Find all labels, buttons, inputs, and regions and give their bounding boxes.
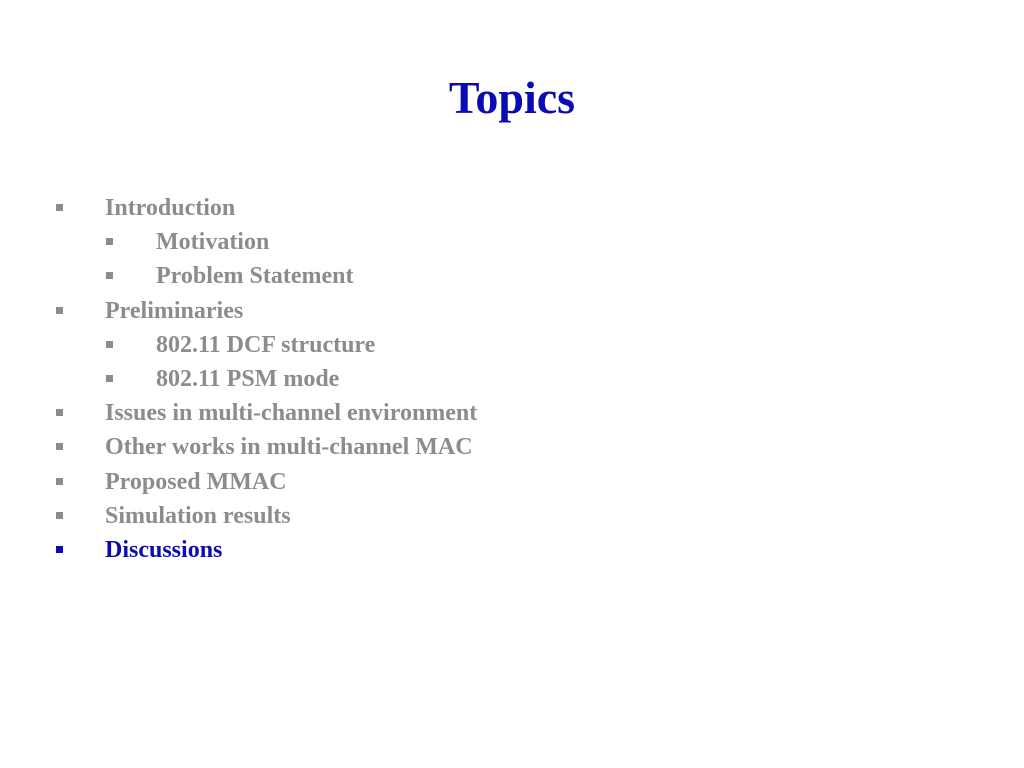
topic-item — [0, 396, 1024, 430]
square-bullet-icon — [106, 341, 113, 348]
topic-label: Issues in multi-channel environment — [105, 400, 478, 427]
topic-item — [0, 430, 1024, 464]
topic-label: Other works in multi-channel MAC — [105, 434, 473, 461]
topic-label: Introduction — [105, 195, 236, 221]
square-bullet-icon — [56, 546, 63, 553]
square-bullet-icon — [56, 512, 63, 519]
topic-item — [0, 191, 1024, 225]
topic-item — [0, 225, 1024, 259]
topic-item — [0, 362, 1024, 396]
topic-item — [0, 465, 1024, 499]
topic-item — [0, 499, 1024, 533]
topic-item — [0, 328, 1024, 362]
topic-label: Discussions — [105, 536, 223, 563]
topic-item — [0, 533, 1024, 567]
topic-label: Preliminaries — [105, 297, 244, 324]
square-bullet-icon — [56, 443, 63, 450]
square-bullet-icon — [56, 204, 63, 211]
square-bullet-icon — [56, 409, 63, 416]
square-bullet-icon — [106, 272, 113, 279]
topic-label: Motivation — [156, 229, 270, 256]
square-bullet-icon — [56, 478, 63, 485]
slide-title: Topics — [448, 72, 576, 123]
topic-item — [0, 294, 1024, 328]
topic-list — [0, 191, 1024, 567]
topic-label: 802.11 PSM mode — [156, 365, 340, 392]
topic-item — [0, 259, 1024, 293]
square-bullet-icon — [106, 375, 113, 382]
topic-label: Problem Statement — [156, 263, 354, 290]
topic-label: Simulation results — [105, 502, 291, 529]
square-bullet-icon — [106, 238, 113, 245]
topic-label: 802.11 DCF structure — [156, 331, 376, 358]
topic-label: Proposed MMAC — [105, 468, 287, 495]
square-bullet-icon — [56, 307, 63, 314]
